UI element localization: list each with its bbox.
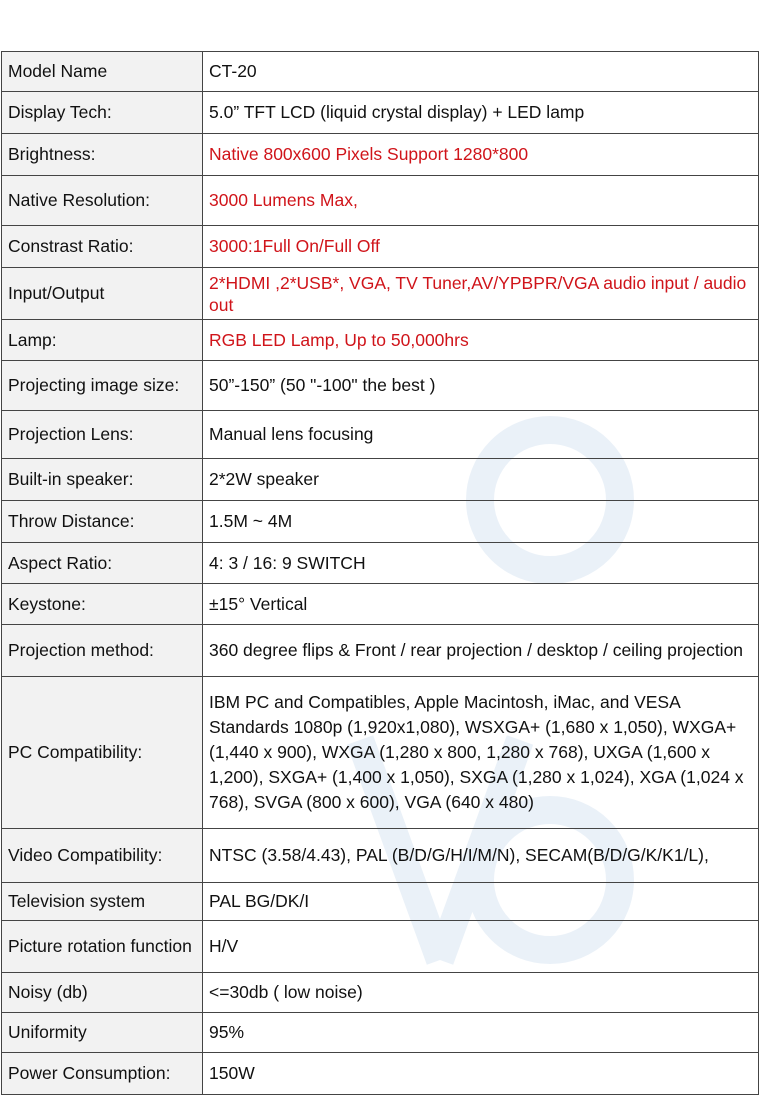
table-row (2, 52, 759, 92)
row-label: Built-in speaker: (2, 459, 203, 501)
row-value: 150W (203, 1053, 759, 1095)
row-value: 3000:1Full On/Full Off (203, 226, 759, 268)
row-label: Projection Lens: (2, 411, 203, 459)
row-label: Display Tech: (2, 92, 203, 134)
table-row (2, 361, 759, 411)
row-value: NTSC (3.58/4.43), PAL (B/D/G/H/I/M/N), SECAM(B/D/G/K/K1/L), (203, 829, 759, 883)
table-row (2, 625, 759, 677)
table-row (2, 268, 759, 320)
row-value: 360 degree flips & Front / rear projection / desktop / ceiling projection (203, 625, 759, 677)
row-label: Noisy (db) (2, 973, 203, 1013)
table-row (2, 829, 759, 883)
row-label: Input/Output (2, 268, 203, 320)
row-label: Lamp: (2, 320, 203, 361)
table-row (2, 226, 759, 268)
row-value: PAL BG/DK/I (203, 883, 759, 921)
row-label: Throw Distance: (2, 501, 203, 543)
row-label: Power Consumption: (2, 1053, 203, 1095)
row-label: Television system (2, 883, 203, 921)
row-label: Brightness: (2, 134, 203, 176)
row-label: Aspect Ratio: (2, 543, 203, 584)
row-label: Uniformity (2, 1013, 203, 1053)
table-row (2, 501, 759, 543)
table-row (2, 584, 759, 625)
table-row (2, 459, 759, 501)
row-value: 50”-150” (50 "-100" the best ) (203, 361, 759, 411)
row-value: CT-20 (203, 52, 759, 92)
row-value: IBM PC and Compatibles, Apple Macintosh, iMac, and VESA Standards 1080p (1,920x1,080), WSXGA+ (1,680 x 1,050), WXGA+ (1,440 x 900), WXGA (1,280 x 800, 1,280 x 768), UXGA (1,600 x 1,200), SXGA+ (1,400 x 1,050), SXGA (1,280 x 1,024), XGA (1,024 x 768), SVGA (800 x 600), VGA (640 x 480) (203, 677, 759, 829)
row-label: Picture rotation function (2, 921, 203, 973)
row-value: 5.0” TFT LCD (liquid crystal display) + LED lamp (203, 92, 759, 134)
row-value: 2*HDMI ,2*USB*, VGA, TV Tuner,AV/YPBPR/VGA audio input / audio out (203, 268, 759, 320)
row-value: 1.5M ~ 4M (203, 501, 759, 543)
row-value: 2*2W speaker (203, 459, 759, 501)
row-value: 3000 Lumens Max, (203, 176, 759, 226)
row-label: Projection method: (2, 625, 203, 677)
table-row (2, 883, 759, 921)
row-value: Manual lens focusing (203, 411, 759, 459)
row-value: 4: 3 / 16: 9 SWITCH (203, 543, 759, 584)
table-row (2, 543, 759, 584)
row-label: Constrast Ratio: (2, 226, 203, 268)
row-label: Native Resolution: (2, 176, 203, 226)
row-value: RGB LED Lamp, Up to 50,000hrs (203, 320, 759, 361)
row-value: 95% (203, 1013, 759, 1053)
row-value: H/V (203, 921, 759, 973)
table-row (2, 677, 759, 829)
row-label: Keystone: (2, 584, 203, 625)
row-label: Video Compatibility: (2, 829, 203, 883)
row-value: ±15° Vertical (203, 584, 759, 625)
table-row (2, 973, 759, 1013)
spec-table (1, 51, 759, 1095)
table-row (2, 320, 759, 361)
row-value: <=30db ( low noise) (203, 973, 759, 1013)
row-label: Model Name (2, 52, 203, 92)
table-row (2, 921, 759, 973)
row-label: PC Compatibility: (2, 677, 203, 829)
table-row (2, 134, 759, 176)
row-value: Native 800x600 Pixels Support 1280*800 (203, 134, 759, 176)
table-row (2, 176, 759, 226)
table-row (2, 411, 759, 459)
table-row (2, 1013, 759, 1053)
table-row (2, 92, 759, 134)
row-label: Projecting image size: (2, 361, 203, 411)
table-row (2, 1053, 759, 1095)
